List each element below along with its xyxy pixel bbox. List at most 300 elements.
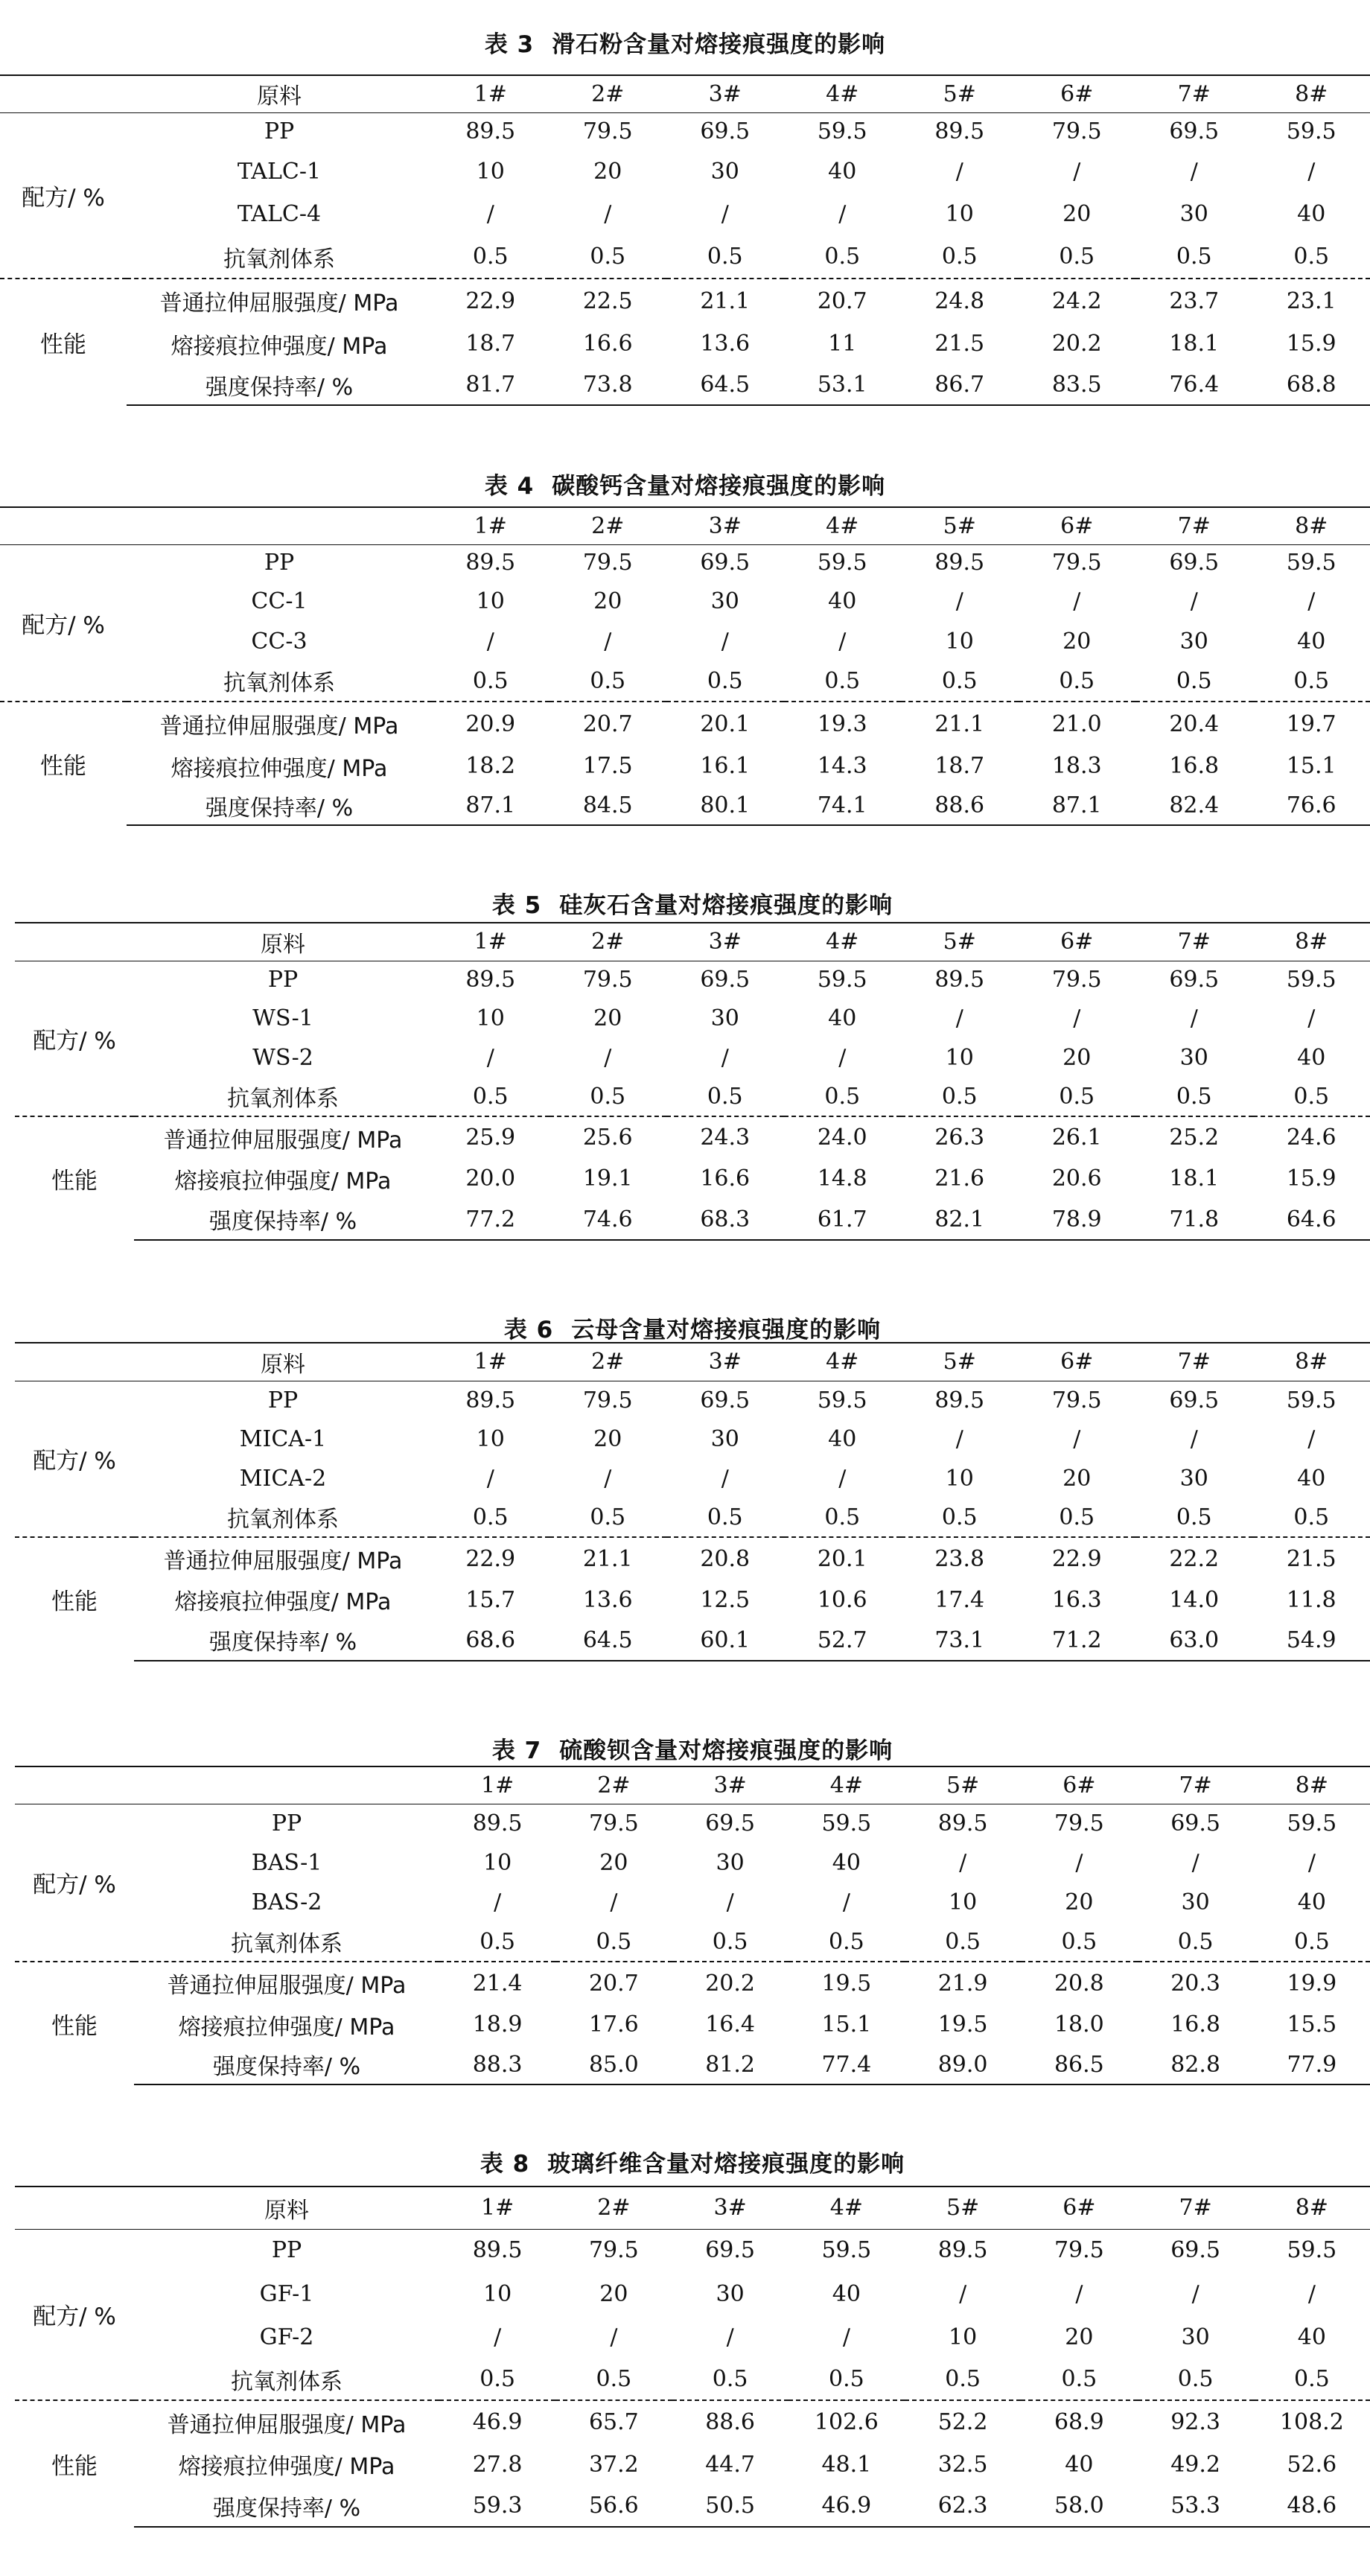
header-corner — [15, 2187, 134, 2229]
table-cell: / — [1135, 999, 1253, 1038]
table-cell: 21.6 — [901, 1158, 1019, 1199]
table-cell: 89.5 — [901, 1381, 1019, 1419]
table-cell: 25.2 — [1135, 1116, 1253, 1158]
table-cell: / — [672, 1883, 788, 1922]
table-block — [0, 0, 1370, 451]
table-cell: 10 — [905, 1883, 1021, 1922]
table-cell: 21.9 — [905, 1962, 1021, 2004]
row-label: WS-2 — [134, 1038, 432, 1077]
table-cell: 27.8 — [439, 2443, 555, 2485]
table-number: 表 8 — [480, 2151, 529, 2178]
table-cell: 20.1 — [666, 702, 784, 745]
table-cell: 77.2 — [432, 1199, 549, 1240]
header-label: 原料 — [134, 1343, 432, 1381]
column-header: 4# — [788, 2187, 905, 2229]
formula-group-label: 配方/ % — [15, 1381, 134, 1537]
table-cell: 0.5 — [1138, 1922, 1254, 1962]
table-cell: 80.1 — [666, 786, 784, 825]
table-cell: 59.5 — [788, 2229, 905, 2271]
table-cell: 54.9 — [1253, 1620, 1370, 1661]
table-cell: 40 — [1021, 2443, 1137, 2485]
table-cell: 20.7 — [549, 702, 667, 745]
header-label: 原料 — [134, 923, 432, 961]
table-cell: 19.5 — [905, 2004, 1021, 2045]
data-table — [0, 506, 1370, 826]
column-header: 8# — [1254, 2187, 1370, 2229]
table-cell: 79.5 — [1019, 112, 1136, 150]
table-cell: 0.5 — [901, 1077, 1019, 1116]
table-cell: 10 — [432, 999, 549, 1038]
column-header: 2# — [549, 923, 667, 961]
table-cell: 0.5 — [666, 1498, 784, 1537]
table-cell: / — [439, 2316, 555, 2359]
table-cell: 10 — [432, 150, 549, 193]
table-cell: 88.6 — [901, 786, 1019, 825]
table-cell: 81.7 — [432, 365, 549, 405]
table-cell: 89.5 — [432, 961, 549, 999]
table-cell: 0.5 — [432, 1498, 549, 1537]
table-cell: 89.5 — [901, 961, 1019, 999]
table-cell: 89.5 — [439, 1804, 555, 1843]
table-row — [0, 365, 1370, 405]
table-caption — [15, 1311, 1370, 1344]
table-cell: / — [1254, 1843, 1370, 1883]
column-header: 1# — [432, 923, 549, 961]
column-header: 7# — [1138, 1766, 1254, 1804]
table-number: 表 4 — [485, 473, 534, 500]
table-cell: 78.9 — [1019, 1199, 1136, 1240]
table-cell: 0.5 — [666, 1077, 784, 1116]
table-cell: 79.5 — [549, 1381, 667, 1419]
table-row — [15, 1537, 1370, 1580]
table-caption — [15, 886, 1370, 920]
table-cell: 20.0 — [432, 1158, 549, 1199]
table-number: 表 5 — [492, 892, 541, 919]
table-cell: 30 — [1138, 1883, 1254, 1922]
table-cell: 53.1 — [784, 365, 902, 405]
table-cell: 30 — [666, 1419, 784, 1459]
row-label: 抗氧剂体系 — [134, 2359, 439, 2400]
table-cell: 79.5 — [1019, 544, 1136, 581]
table-cell: 0.5 — [1253, 1498, 1370, 1537]
column-header: 5# — [901, 923, 1019, 961]
row-label: 抗氧剂体系 — [134, 1077, 432, 1116]
row-label: PP — [134, 1381, 432, 1419]
table-cell: 16.8 — [1138, 2004, 1254, 2045]
performance-group-label: 性能 — [0, 279, 127, 405]
table-cell: 48.6 — [1254, 2485, 1370, 2527]
table-cell: 22.9 — [432, 1537, 549, 1580]
table-cell: 16.1 — [666, 745, 784, 786]
table-cell: 20 — [1021, 1883, 1137, 1922]
table-cell: 21.5 — [901, 322, 1019, 365]
table-cell: 26.1 — [1019, 1116, 1136, 1158]
table-row — [15, 961, 1370, 999]
column-header: 3# — [666, 1343, 784, 1381]
table-cell: 15.9 — [1253, 1158, 1370, 1199]
table-cell: 30 — [1138, 2316, 1254, 2359]
column-header: 5# — [901, 1343, 1019, 1381]
table-row — [15, 1962, 1370, 2004]
table-cell: 20 — [1019, 1459, 1136, 1498]
table-cell: 30 — [1135, 1459, 1253, 1498]
table-cell: 89.5 — [432, 1381, 549, 1419]
table-cell: 0.5 — [784, 1077, 902, 1116]
table-cell: / — [784, 622, 902, 661]
header-row — [0, 507, 1370, 544]
column-header: 1# — [432, 507, 549, 544]
table-cell: 69.5 — [666, 544, 784, 581]
table-cell: 59.5 — [1254, 2229, 1370, 2271]
table-cell: 89.5 — [905, 1804, 1021, 1843]
table-cell: / — [1019, 999, 1136, 1038]
column-header: 8# — [1254, 1766, 1370, 1804]
table-cell: 0.5 — [1135, 235, 1253, 279]
table-cell: 50.5 — [672, 2485, 788, 2527]
table-cell: 18.1 — [1135, 1158, 1253, 1199]
table-row — [15, 1843, 1370, 1883]
table-cell: / — [1021, 1843, 1137, 1883]
table-cell: 59.5 — [784, 1381, 902, 1419]
table-cell: 69.5 — [666, 961, 784, 999]
data-table — [15, 1342, 1370, 1661]
table-cell: 0.5 — [1253, 661, 1370, 702]
table-cell: 20 — [1019, 622, 1136, 661]
column-header: 8# — [1253, 75, 1370, 112]
table-caption — [0, 25, 1370, 59]
table-cell: / — [1253, 999, 1370, 1038]
table-title: 硅灰石含量对熔接痕强度的影响 — [559, 892, 893, 919]
table-cell: 24.3 — [666, 1116, 784, 1158]
row-label: 熔接痕拉伸强度/ MPa — [127, 745, 432, 786]
table-cell: 84.5 — [549, 786, 667, 825]
table-cell: 0.5 — [549, 1498, 667, 1537]
table-cell: 40 — [1253, 1038, 1370, 1077]
table-cell: 0.5 — [666, 661, 784, 702]
table-cell: 15.5 — [1254, 2004, 1370, 2045]
row-label: PP — [134, 1804, 439, 1843]
table-cell: 0.5 — [1019, 661, 1136, 702]
table-cell: 25.6 — [549, 1116, 667, 1158]
table-row — [15, 1498, 1370, 1537]
table-cell: 30 — [666, 999, 784, 1038]
table-cell: 14.8 — [784, 1158, 902, 1199]
table-cell: 59.5 — [784, 961, 902, 999]
table-cell: / — [432, 622, 549, 661]
table-cell: 53.3 — [1138, 2485, 1254, 2527]
table-cell: 20 — [555, 1843, 672, 1883]
column-header: 4# — [788, 1766, 905, 1804]
header-label: 原料 — [127, 75, 432, 112]
table-cell: 108.2 — [1254, 2400, 1370, 2443]
table-cell: 74.6 — [549, 1199, 667, 1240]
table-cell: 71.8 — [1135, 1199, 1253, 1240]
row-label: 熔接痕拉伸强度/ MPa — [134, 1158, 432, 1199]
table-cell: 22.2 — [1135, 1537, 1253, 1580]
table-cell: 13.6 — [549, 1580, 667, 1620]
data-table — [15, 1766, 1370, 2085]
column-header: 6# — [1019, 923, 1136, 961]
table-row — [15, 2316, 1370, 2359]
row-label: 强度保持率/ % — [134, 2485, 439, 2527]
table-caption — [15, 2145, 1370, 2178]
table-cell: 102.6 — [788, 2400, 905, 2443]
table-row — [0, 150, 1370, 193]
table-cell: / — [439, 1883, 555, 1922]
table-cell: 0.5 — [1253, 1077, 1370, 1116]
table-cell: 82.1 — [901, 1199, 1019, 1240]
column-header: 6# — [1021, 1766, 1137, 1804]
column-header: 7# — [1138, 2187, 1254, 2229]
table-block — [0, 436, 1370, 870]
table-cell: 19.9 — [1254, 1962, 1370, 2004]
table-row — [0, 112, 1370, 150]
table-cell: / — [1254, 2271, 1370, 2316]
table-cell: 69.5 — [1138, 2229, 1254, 2271]
table-cell: 19.5 — [788, 1962, 905, 2004]
table-cell: 20.7 — [555, 1962, 672, 2004]
table-cell: 18.1 — [1135, 322, 1253, 365]
table-cell: / — [666, 1038, 784, 1077]
table-cell: / — [784, 1038, 902, 1077]
table-cell: 61.7 — [784, 1199, 902, 1240]
table-cell: 40 — [1254, 1883, 1370, 1922]
row-label: MICA-2 — [134, 1459, 432, 1498]
row-label: PP — [127, 112, 432, 150]
column-header: 7# — [1135, 75, 1253, 112]
table-cell: / — [1138, 2271, 1254, 2316]
table-number: 表 3 — [485, 31, 534, 58]
row-label: 熔接痕拉伸强度/ MPa — [134, 2443, 439, 2485]
table-cell: 76.4 — [1135, 365, 1253, 405]
table-cell: 26.3 — [901, 1116, 1019, 1158]
row-label: 熔接痕拉伸强度/ MPa — [134, 1580, 432, 1620]
table-cell: 15.1 — [788, 2004, 905, 2045]
column-header: 8# — [1253, 507, 1370, 544]
table-cell: 79.5 — [549, 112, 667, 150]
table-cell: 21.1 — [666, 279, 784, 322]
table-cell: 88.6 — [672, 2400, 788, 2443]
table-cell: 20.9 — [432, 702, 549, 745]
table-cell: / — [788, 1883, 905, 1922]
table-cell: 30 — [666, 581, 784, 622]
table-cell: 16.3 — [1019, 1580, 1136, 1620]
header-label — [134, 1766, 439, 1804]
table-cell: 40 — [1254, 2316, 1370, 2359]
formula-group-label: 配方/ % — [0, 112, 127, 279]
table-cell: / — [1138, 1843, 1254, 1883]
table-cell: 18.7 — [432, 322, 549, 365]
table-cell: / — [784, 193, 902, 235]
table-cell: 10 — [439, 2271, 555, 2316]
table-cell: 0.5 — [788, 1922, 905, 1962]
table-cell: / — [1019, 1419, 1136, 1459]
row-label: BAS-1 — [134, 1843, 439, 1883]
row-label: TALC-4 — [127, 193, 432, 235]
table-cell: 20.3 — [1138, 1962, 1254, 2004]
table-cell: 71.2 — [1019, 1620, 1136, 1661]
table-cell: / — [666, 1459, 784, 1498]
table-cell: 12.5 — [666, 1580, 784, 1620]
table-cell: 10 — [905, 2316, 1021, 2359]
table-cell: 68.8 — [1253, 365, 1370, 405]
table-cell: 0.5 — [784, 235, 902, 279]
table-row — [15, 2271, 1370, 2316]
table-row — [15, 2004, 1370, 2045]
row-label: 普通拉伸屈服强度/ MPa — [134, 1537, 432, 1580]
table-cell: 0.5 — [1138, 2359, 1254, 2400]
table-cell: 17.5 — [549, 745, 667, 786]
table-row — [0, 661, 1370, 702]
table-cell: 23.8 — [901, 1537, 1019, 1580]
table-cell: 20.8 — [1021, 1962, 1137, 2004]
table-cell: 59.5 — [784, 544, 902, 581]
table-row — [15, 1077, 1370, 1116]
table-cell: 89.0 — [905, 2045, 1021, 2084]
table-cell: 23.1 — [1253, 279, 1370, 322]
row-label: 强度保持率/ % — [127, 786, 432, 825]
table-cell: 85.0 — [555, 2045, 672, 2084]
table-row — [15, 1381, 1370, 1419]
table-cell: 40 — [784, 150, 902, 193]
table-cell: 73.1 — [901, 1620, 1019, 1661]
table-cell: 0.5 — [666, 235, 784, 279]
table-cell: 40 — [784, 581, 902, 622]
table-cell: 20 — [549, 999, 667, 1038]
table-cell: 73.8 — [549, 365, 667, 405]
row-label: CC-1 — [127, 581, 432, 622]
column-header: 6# — [1019, 507, 1136, 544]
table-cell: 24.2 — [1019, 279, 1136, 322]
table-cell: / — [549, 193, 667, 235]
table-cell: 24.8 — [901, 279, 1019, 322]
column-header: 2# — [549, 75, 667, 112]
table-row — [15, 1199, 1370, 1240]
column-header: 1# — [439, 1766, 555, 1804]
table-cell: 69.5 — [666, 1381, 784, 1419]
table-cell: 30 — [1135, 193, 1253, 235]
table-row — [15, 2485, 1370, 2527]
table-cell: 25.9 — [432, 1116, 549, 1158]
column-header: 5# — [905, 1766, 1021, 1804]
table-cell: 79.5 — [1021, 2229, 1137, 2271]
table-cell: 0.5 — [439, 1922, 555, 1962]
table-cell: 11.8 — [1253, 1580, 1370, 1620]
table-cell: 10 — [901, 1459, 1019, 1498]
column-header: 2# — [549, 507, 667, 544]
header-row — [15, 923, 1370, 961]
table-cell: 0.5 — [901, 1498, 1019, 1537]
table-cell: 15.7 — [432, 1580, 549, 1620]
table-cell: 0.5 — [788, 2359, 905, 2400]
table-cell: 92.3 — [1138, 2400, 1254, 2443]
row-label: 普通拉伸屈服强度/ MPa — [134, 2400, 439, 2443]
table-row — [0, 702, 1370, 745]
table-row — [0, 544, 1370, 581]
table-cell: 69.5 — [1135, 112, 1253, 150]
table-row — [15, 1459, 1370, 1498]
table-cell: / — [1135, 150, 1253, 193]
row-label: 抗氧剂体系 — [127, 235, 432, 279]
column-header: 6# — [1019, 1343, 1136, 1381]
table-cell: 83.5 — [1019, 365, 1136, 405]
table-cell: 0.5 — [1254, 1922, 1370, 1962]
table-cell: 68.6 — [432, 1620, 549, 1661]
table-cell: 10 — [439, 1843, 555, 1883]
table-cell: 79.5 — [555, 2229, 672, 2271]
table-cell: 19.1 — [549, 1158, 667, 1199]
table-cell: 19.3 — [784, 702, 902, 745]
table-cell: 59.5 — [1253, 544, 1370, 581]
table-cell: 20 — [1019, 193, 1136, 235]
row-label: PP — [134, 2229, 439, 2271]
column-header: 5# — [901, 75, 1019, 112]
table-row — [15, 1158, 1370, 1199]
table-cell: 0.5 — [672, 1922, 788, 1962]
column-header: 7# — [1135, 923, 1253, 961]
row-label: 普通拉伸屈服强度/ MPa — [134, 1116, 432, 1158]
row-label: TALC-1 — [127, 150, 432, 193]
row-label: BAS-2 — [134, 1883, 439, 1922]
table-cell: 82.8 — [1138, 2045, 1254, 2084]
table-cell: 18.3 — [1019, 745, 1136, 786]
table-cell: 89.5 — [905, 2229, 1021, 2271]
table-cell: / — [1021, 2271, 1137, 2316]
table-cell: 49.2 — [1138, 2443, 1254, 2485]
header-row — [0, 75, 1370, 112]
row-label: 普通拉伸屈服强度/ MPa — [134, 1962, 439, 2004]
table-row — [15, 2359, 1370, 2400]
table-cell: 40 — [784, 999, 902, 1038]
column-header: 3# — [672, 2187, 788, 2229]
table-number: 表 6 — [504, 1317, 553, 1343]
row-label: MICA-1 — [134, 1419, 432, 1459]
column-header: 2# — [555, 1766, 672, 1804]
table-cell: / — [1253, 581, 1370, 622]
table-cell: / — [1135, 1419, 1253, 1459]
table-cell: 74.1 — [784, 786, 902, 825]
table-cell: 64.5 — [666, 365, 784, 405]
column-header: 7# — [1135, 507, 1253, 544]
table-cell: 77.4 — [788, 2045, 905, 2084]
table-cell: 89.5 — [432, 112, 549, 150]
table-cell: 77.9 — [1254, 2045, 1370, 2084]
table-cell: 56.6 — [555, 2485, 672, 2527]
table-cell: 16.8 — [1135, 745, 1253, 786]
table-cell: 15.9 — [1253, 322, 1370, 365]
table-cell: 46.9 — [788, 2485, 905, 2527]
table-cell: 64.5 — [549, 1620, 667, 1661]
row-label: 熔接痕拉伸强度/ MPa — [127, 322, 432, 365]
table-cell: 22.5 — [549, 279, 667, 322]
table-row — [15, 1038, 1370, 1077]
table-cell: / — [905, 1843, 1021, 1883]
table-cell: 44.7 — [672, 2443, 788, 2485]
table-cell: 79.5 — [549, 961, 667, 999]
column-header: 6# — [1021, 2187, 1137, 2229]
table-cell: 20.2 — [672, 1962, 788, 2004]
table-cell: 52.7 — [784, 1620, 902, 1661]
table-cell: 87.1 — [1019, 786, 1136, 825]
table-cell: / — [1253, 1419, 1370, 1459]
table-caption — [15, 1731, 1370, 1765]
table-cell: 24.0 — [784, 1116, 902, 1158]
table-row — [15, 1116, 1370, 1158]
table-cell: / — [901, 581, 1019, 622]
table-cell: / — [784, 1459, 902, 1498]
table-cell: 40 — [1253, 193, 1370, 235]
table-cell: 59.5 — [788, 1804, 905, 1843]
